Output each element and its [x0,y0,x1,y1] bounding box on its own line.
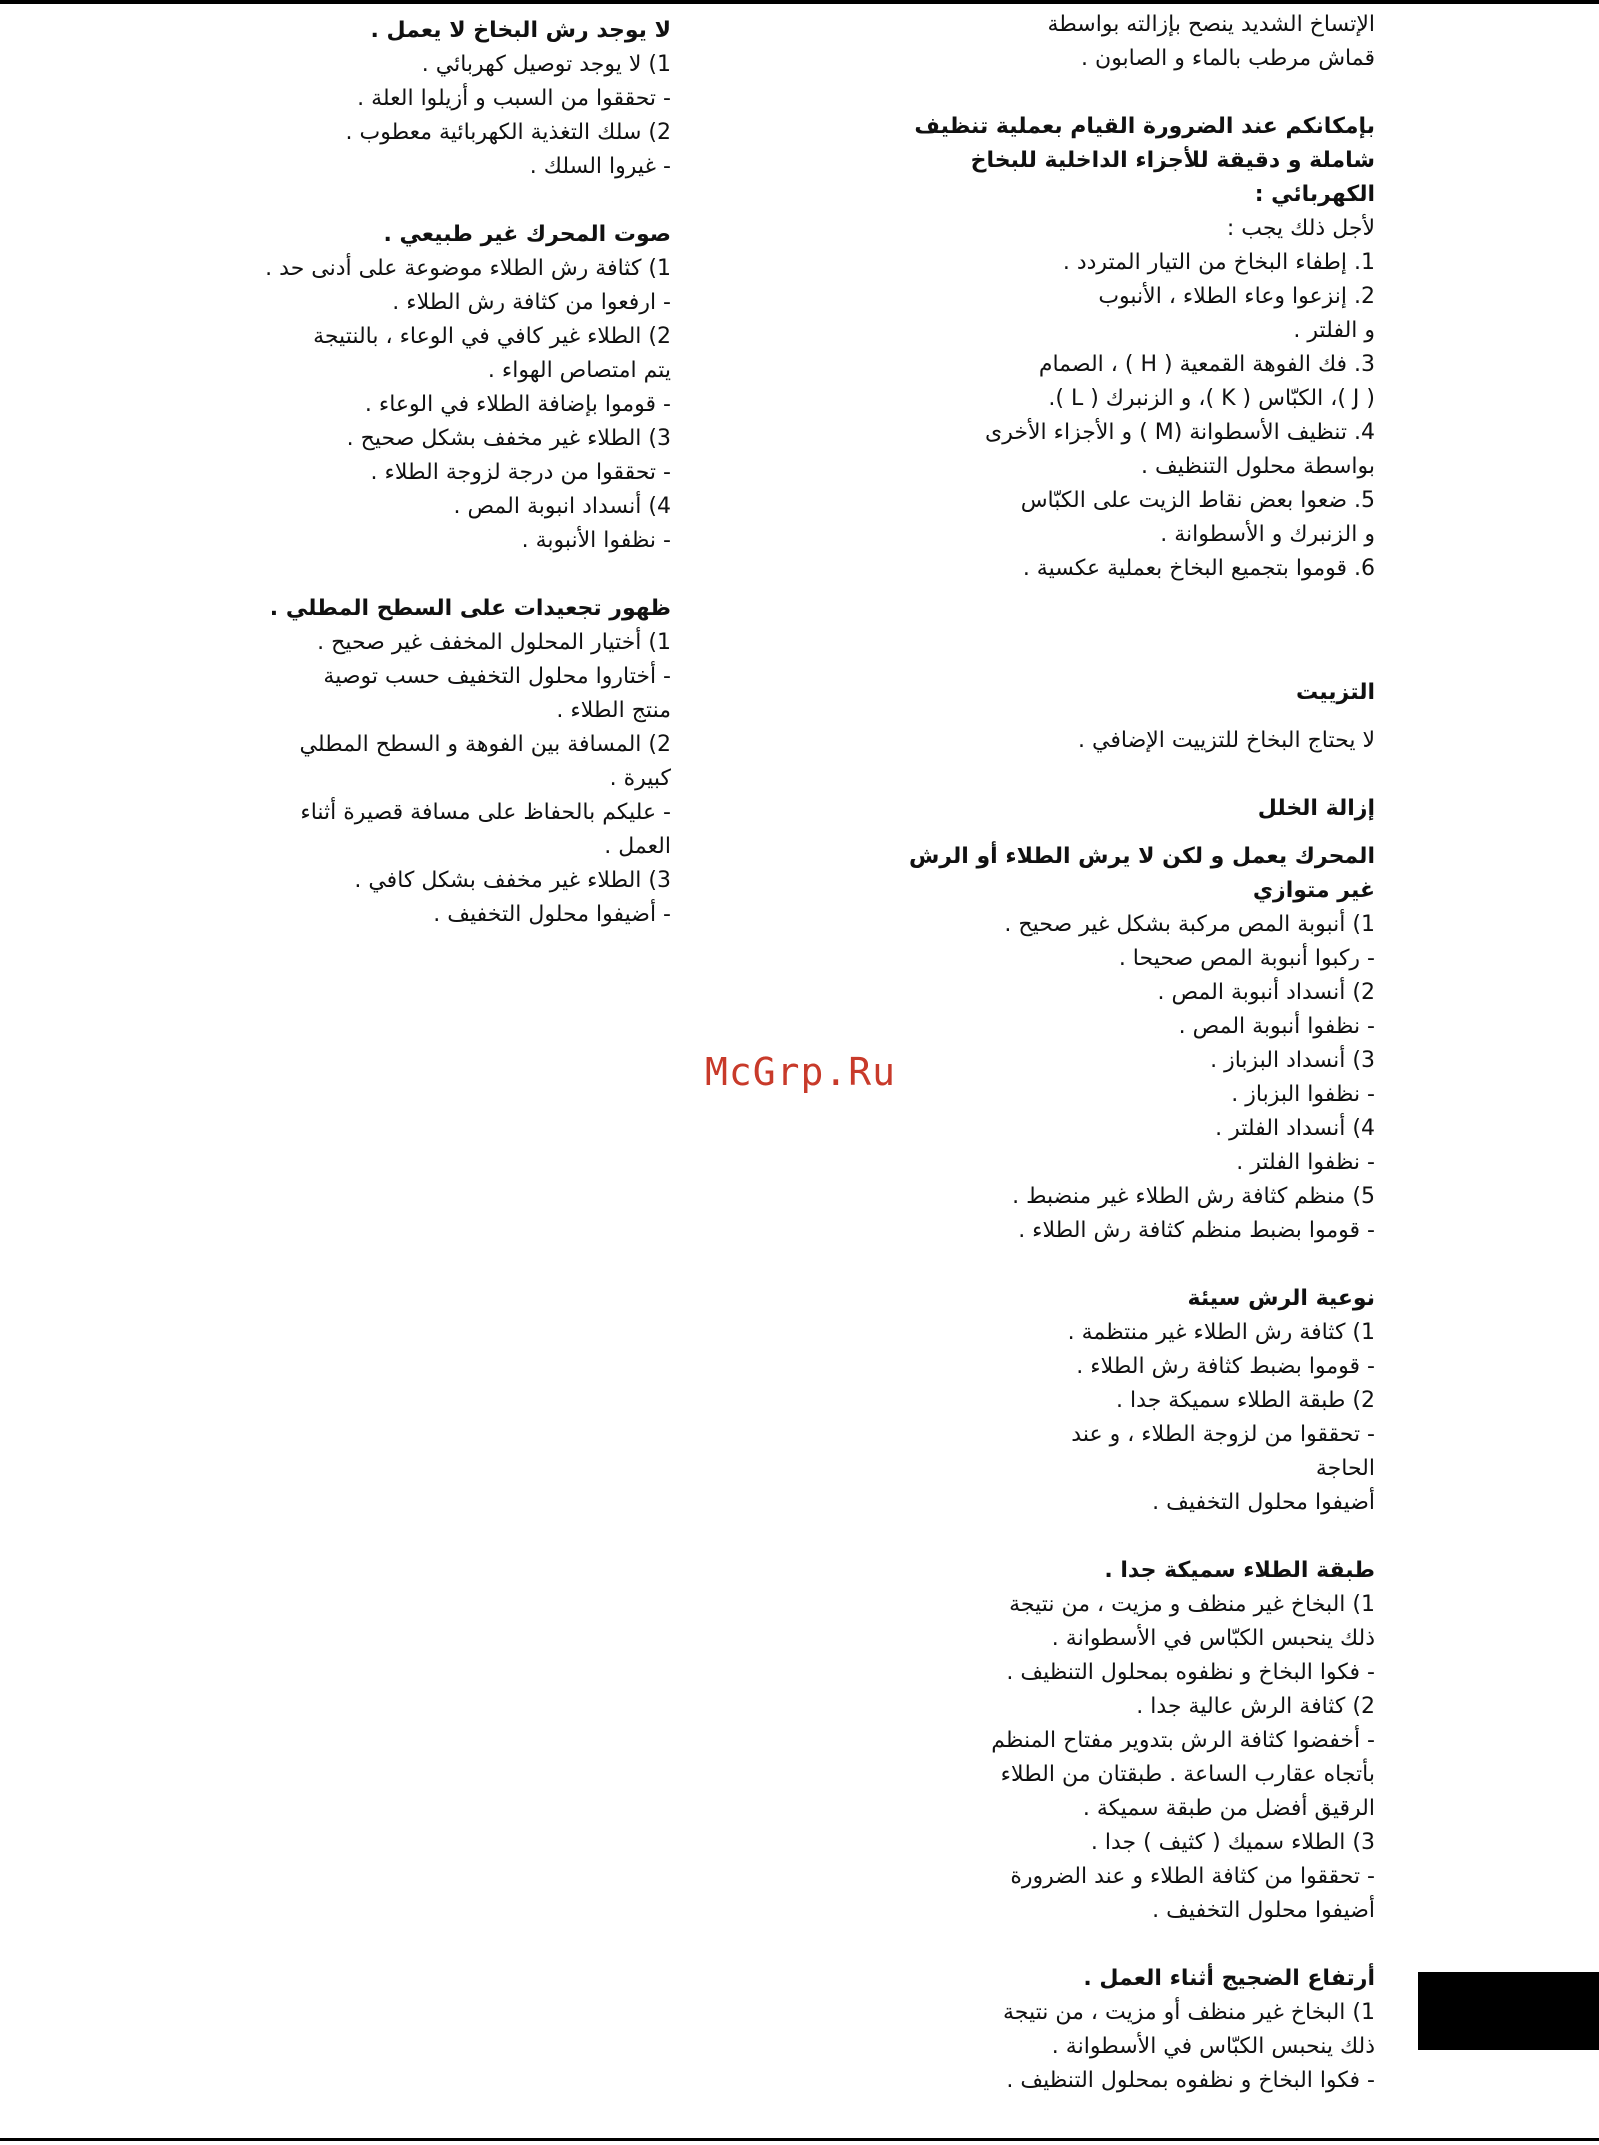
cleaning-step: 6. قوموا بتجميع البخاخ بعملية عكسية . [1022,556,1375,581]
motor-noise-line: 4) أنسداد انبوبة المص . [453,494,671,519]
cleaning-step: 5. ضعوا بعض نقاط الزيت على الكبّاس [1020,488,1375,513]
thick-layer-line: ذلك ينحبس الكبّاس في الأسطوانة . [1051,1626,1375,1651]
thick-layer-line: - فكوا البخاخ و نظفوه بمحلول التنظيف . [1006,1660,1375,1685]
thick-layer-line: - أخفضوا كثافة الرش بتدوير مفتاح المنظم [991,1728,1375,1753]
thick-layer-line: 3) الطلاء سميك ( كثيف ) جدا . [1090,1830,1375,1855]
motor-noise-line: 3) الطلاء غير مخفف بشكل صحيح . [346,426,671,451]
cleaning-heading: شاملة و دقيقة للأجزاء الداخلية للبخاخ [970,148,1375,173]
motor-noise-line: - ارفعوا من كثافة رش الطلاء . [392,290,671,315]
motor-line: - نظفوا البزباز . [1231,1082,1375,1107]
thick-layer-line: أضيفوا محلول التخفيف . [1152,1898,1375,1923]
page-tab-marker [1418,1972,1599,2050]
motor-line: - قوموا بضبط منظم كثافة رش الطلاء . [1018,1218,1375,1243]
lubrication-text: لا يحتاج البخاخ للتزييت الإضافي . [1078,728,1375,753]
motor-heading: المحرك يعمل و لكن لا يرش الطلاء أو الرش [908,844,1375,869]
wrinkles-heading: ظهور تجعيدات على السطح المطلي . [269,596,671,621]
cleaning-step: و الفلتر . [1293,318,1375,343]
cleaning-step: 2. إنزعوا وعاء الطلاء ، الأنبوب [1098,284,1375,309]
wrinkles-line: 2) المسافة بين الفوهة و السطح المطلي [299,732,671,757]
spray-quality-line: 1) كثافة رش الطلاء غير منتظمة . [1067,1320,1375,1345]
spray-quality-line: - قوموا بضبط كثافة رش الطلاء . [1076,1354,1375,1379]
motor-line: - ركبوا أنبوبة المص صحيحا . [1118,946,1375,971]
motor-heading: غير متوازي [1252,878,1375,903]
left-column [211,14,671,932]
wrinkles-line: كبيرة . [609,766,671,791]
cleaning-step: ( J )، الكبّاس ( K )، و الزنبرك ( L ). [1048,386,1375,411]
motor-line: 2) أنسداد أنبوبة المص . [1157,980,1375,1005]
motor-noise-line: - قوموا بإضافة الطلاء في الوعاء . [364,392,671,417]
spray-quality-line: - تحققوا من لزوجة الطلاء ، و عند [1071,1422,1375,1447]
motor-line: 4) أنسداد الفلتر . [1215,1116,1375,1141]
spray-quality-heading: نوعية الرش سيئة [1187,1286,1375,1311]
motor-line: 3) أنسداد البزباز . [1210,1048,1375,1073]
spray-quality-line: أضيفوا محلول التخفيف . [1152,1490,1375,1515]
wrinkles-line: - عليكم بالحفاظ على مسافة قصيرة أثناء [300,800,671,825]
intro-line: قماش مرطب بالماء و الصابون . [1081,46,1375,71]
cleaning-step: 1. إطفاء البخاخ من التيار المتردد . [1062,250,1375,275]
thick-layer-line: 1) البخاخ غير منظف و مزيت ، من نتيجة [1009,1592,1375,1617]
motor-noise-line: 2) الطلاء غير كافي في الوعاء ، بالنتيجة [313,324,671,349]
noise-line: ذلك ينحبس الكبّاس في الأسطوانة . [1051,2034,1375,2059]
spray-quality-line: الحاجة [1315,1456,1375,1481]
wrinkles-line: 1) أختيار المحلول المخفف غير صحيح . [317,630,671,655]
spray-quality-line: 2) طبقة الطلاء سميكة جدا . [1116,1388,1375,1413]
cleaning-step: 3. فك الفوهة القمعية ( H ) ، الصمام [1038,352,1375,377]
motor-noise-line: 1) كثافة رش الطلاء موضوعة على أدنى حد . [265,256,671,281]
intro-line: الإتساخ الشديد ينصح بإزالته بواسطة [1047,12,1375,37]
wrinkles-line: منتج الطلاء . [556,698,671,723]
no-spray-line: - غيروا السلك . [529,154,671,179]
watermark: McGrp.Ru [705,1050,897,1094]
cleaning-step: و الزنبرك و الأسطوانة . [1160,522,1375,547]
right-column [908,8,1375,2098]
noise-line: 1) البخاخ غير منظف أو مزيت ، من نتيجة [1002,2000,1375,2025]
motor-line: 5) منظم كثافة رش الطلاء غير منضبط . [1012,1184,1375,1209]
thick-layer-line: بأتجاه عقارب الساعة . طبقتان من الطلاء [1000,1762,1375,1787]
no-spray-line: 2) سلك التغذية الكهربائية معطوب . [345,120,671,145]
motor-line: - نظفوا أنبوبة المص . [1178,1014,1375,1039]
thick-layer-line: الرقيق أفضل من طبقة سميكة . [1082,1796,1375,1821]
wrinkles-line: - أختاروا محلول التخفيف حسب توصية [323,664,671,689]
motor-line: - نظفوا الفلتر . [1236,1150,1375,1175]
motor-noise-heading: صوت المحرك غير طبيعي . [383,222,671,247]
motor-noise-line: - نظفوا الأنبوبة . [521,528,671,553]
cleaning-step: 4. تنظيف الأسطوانة (M ) و الأجزاء الأخرى [985,420,1375,445]
motor-noise-line: يتم امتصاص الهواء . [487,358,671,383]
wrinkles-line: العمل . [604,834,671,859]
no-spray-line: 1) لا يوجد توصيل كهربائي . [421,52,671,77]
cleaning-step: بواسطة محلول التنظيف . [1140,454,1375,479]
thick-layer-heading: طبقة الطلاء سميكة جدا . [1104,1558,1375,1583]
cleaning-heading: الكهربائي : [1254,182,1375,207]
cleaning-step: لأجل ذلك يجب : [1226,216,1375,241]
troubleshooting-heading: إزالة الخلل [1257,796,1375,821]
thick-layer-line: - تحققوا من كثافة الطلاء و عند الضرورة [1010,1864,1375,1889]
no-spray-heading: لا يوجد رش البخاخ لا يعمل . [370,18,671,43]
cleaning-heading: بإمكانكم عند الضرورة القيام بعملية تنظيف [914,114,1375,139]
noise-line: - فكوا البخاخ و نظفوه بمحلول التنظيف . [1006,2068,1375,2093]
lubrication-heading: التزييت [1296,680,1375,705]
wrinkles-line: 3) الطلاء غير مخفف بشكل كافي . [354,868,671,893]
wrinkles-line: - أضيفوا محلول التخفيف . [433,902,671,927]
motor-noise-line: - تحققوا من درجة لزوجة الطلاء . [370,460,671,485]
motor-line: 1) أنبوبة المص مركبة بشكل غير صحيح . [1004,912,1375,937]
thick-layer-line: 2) كثافة الرش عالية جدا . [1136,1694,1375,1719]
noise-heading: أرتفاع الضجيج أثناء العمل . [1083,1966,1375,1991]
no-spray-line: - تحققوا من السبب و أزيلوا العلة . [357,86,671,111]
top-rule [0,0,1599,4]
bottom-rule [0,2138,1599,2141]
